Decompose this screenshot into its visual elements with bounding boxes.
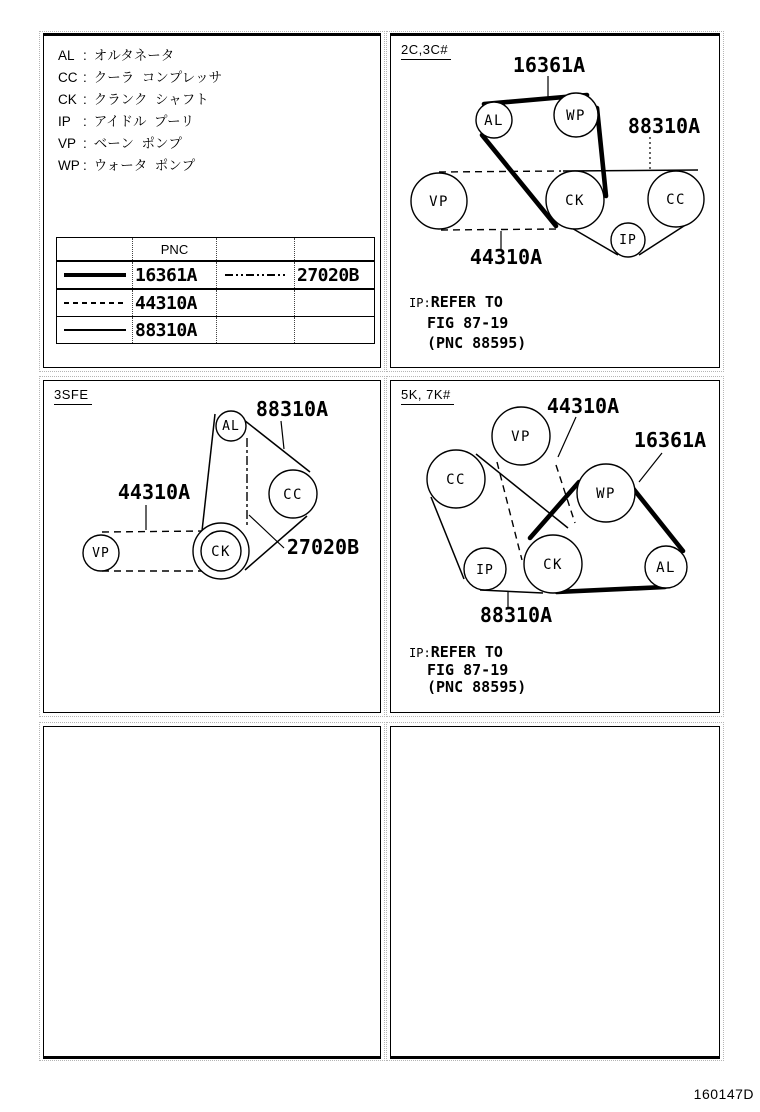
pulley-al-label: AL: [656, 560, 676, 576]
legend-abbr: AL: [58, 48, 75, 63]
note-prefix: IP:: [409, 296, 431, 310]
panel-diagram-5k7k: [390, 380, 720, 713]
pulley-vp-label: VP: [511, 429, 531, 445]
note-line-2: FIG 87-19: [427, 661, 509, 679]
pnc-value: 88310A: [133, 317, 217, 344]
part-number-16361a: 16361A: [633, 428, 707, 452]
legend-item-al: [58, 45, 222, 67]
legend-name: オルタネータ: [93, 48, 175, 63]
pulley-ip-label: IP: [476, 563, 494, 578]
legend-separator: :: [83, 48, 87, 63]
empty-cell: [295, 317, 375, 344]
legend-item-cc: [58, 67, 222, 89]
panel-legend: [43, 33, 381, 368]
line-style-cell: [217, 261, 295, 289]
belt-16361a: [557, 587, 665, 592]
part-number-44310a: 44310A: [546, 394, 620, 418]
note-line-3: (PNC 88595): [427, 334, 527, 352]
legend-separator: :: [83, 158, 87, 173]
part-number-88310a: 88310A: [627, 114, 701, 138]
legend-name: アイドル プーリ: [93, 114, 195, 129]
pulley-al-label: AL: [484, 113, 504, 129]
legend-separator: :: [83, 70, 87, 85]
legend-separator: :: [83, 136, 87, 151]
engine-code-label: 5K, 7K#: [401, 387, 454, 405]
leader-44310a: [558, 417, 576, 457]
part-number-44310a: 44310A: [117, 480, 191, 504]
legend-separator: :: [83, 114, 87, 129]
legend-abbr: CC: [58, 70, 78, 85]
ip-reference-note: [409, 292, 526, 353]
dashed-line-icon: [64, 302, 126, 304]
belt-44310a: [441, 229, 559, 230]
panel-empty-left: [43, 726, 381, 1059]
part-number-44310a: 44310A: [469, 245, 543, 269]
panel-empty-right: [390, 726, 720, 1059]
pulley-wp-label: WP: [596, 486, 616, 502]
belt-88310a: [201, 414, 215, 540]
empty-cell: [217, 317, 295, 344]
leader-27020b: [249, 515, 284, 548]
pulley-wp-label: WP: [566, 108, 586, 124]
legend-abbr: VP: [58, 136, 77, 151]
note-refer-to: REFER TO: [430, 643, 503, 661]
belt-16361a: [530, 482, 579, 538]
line-style-cell: [57, 289, 133, 317]
part-number-88310a: 88310A: [255, 397, 329, 421]
legend-separator: :: [83, 92, 87, 107]
belt-44310a: [497, 462, 522, 560]
pulley-ck-label: CK: [211, 544, 231, 560]
note-line-2: FIG 87-19: [427, 314, 509, 332]
engine-code-label: 2C,3C#: [401, 42, 451, 60]
legend-name: ベーン ポンプ: [93, 136, 182, 151]
belt-44310a: [102, 531, 206, 532]
belt-88310a: [480, 590, 543, 593]
note-prefix: IP:: [409, 646, 431, 660]
legend-item-ck: [58, 89, 222, 111]
belt-44310a: [439, 171, 561, 172]
panel-diagram-2c3c: [390, 33, 720, 368]
legend-abbr: IP: [58, 114, 71, 129]
legend-name: ウォータ ポンプ: [93, 158, 196, 173]
legend-name: クーラ コンプレッサ: [93, 70, 223, 85]
belt-88310a: [431, 497, 464, 579]
pulley-ip-label: IP: [619, 233, 637, 248]
note-line-3: (PNC 88595): [427, 678, 527, 696]
legend-item-vp: [58, 133, 222, 155]
legend-abbr: WP: [58, 158, 80, 173]
belt-88310a: [639, 224, 687, 255]
pulley-al-label: AL: [222, 419, 240, 434]
empty-cell: [57, 238, 133, 262]
part-number-16361a: 16361A: [512, 53, 586, 77]
thin-solid-line-icon: [64, 329, 126, 331]
note-line-1: [409, 292, 526, 313]
thick-solid-line-icon: [64, 273, 126, 277]
leader-16361a: [639, 453, 662, 482]
pulley-vp-label: VP: [92, 546, 110, 561]
abbreviation-legend: [58, 45, 222, 177]
pnc-table: [56, 237, 375, 344]
table-row: [57, 317, 375, 344]
legend-abbr: CK: [58, 92, 77, 107]
pulley-vp-label: VP: [429, 194, 449, 210]
pulley-cc-label: CC: [446, 472, 466, 488]
engine-code-label: 3SFE: [54, 387, 92, 405]
pnc-column-header: PNC: [133, 238, 217, 262]
table-row: [57, 261, 375, 289]
belt-88310a: [244, 420, 310, 472]
pulley-ck-label: CK: [565, 193, 585, 209]
leader-88310a: [281, 421, 284, 449]
pnc-value: 27020B: [295, 261, 375, 289]
line-style-cell: [57, 261, 133, 289]
line-style-cell: [57, 317, 133, 344]
legend-item-wp: [58, 155, 222, 177]
pnc-table-header-row: [57, 238, 375, 262]
table-row: [57, 289, 375, 317]
note-line-1: [409, 644, 526, 662]
pulley-cc-label: CC: [666, 192, 686, 208]
belt-16361a: [482, 135, 556, 226]
legend-name: クランク シャフト: [93, 92, 209, 107]
legend-item-ip: [58, 111, 222, 133]
dash-dot-line-icon: [225, 274, 287, 276]
empty-cell: [217, 238, 295, 262]
figure-code: 160147D: [693, 1086, 754, 1102]
pulley-ck-label: CK: [543, 557, 563, 573]
ip-reference-note: [409, 644, 526, 696]
part-number-27020b: 27020B: [286, 535, 360, 559]
empty-cell: [295, 238, 375, 262]
note-refer-to: REFER TO: [430, 293, 503, 311]
pnc-value: 44310A: [133, 289, 217, 317]
empty-cell: [217, 289, 295, 317]
panel-diagram-3sfe: [43, 380, 381, 713]
belt-diagram-3sfe: [44, 381, 382, 714]
pnc-value: 16361A: [133, 261, 217, 289]
empty-cell: [295, 289, 375, 317]
pulley-cc-label: CC: [283, 487, 303, 503]
part-number-88310a: 88310A: [479, 603, 553, 627]
